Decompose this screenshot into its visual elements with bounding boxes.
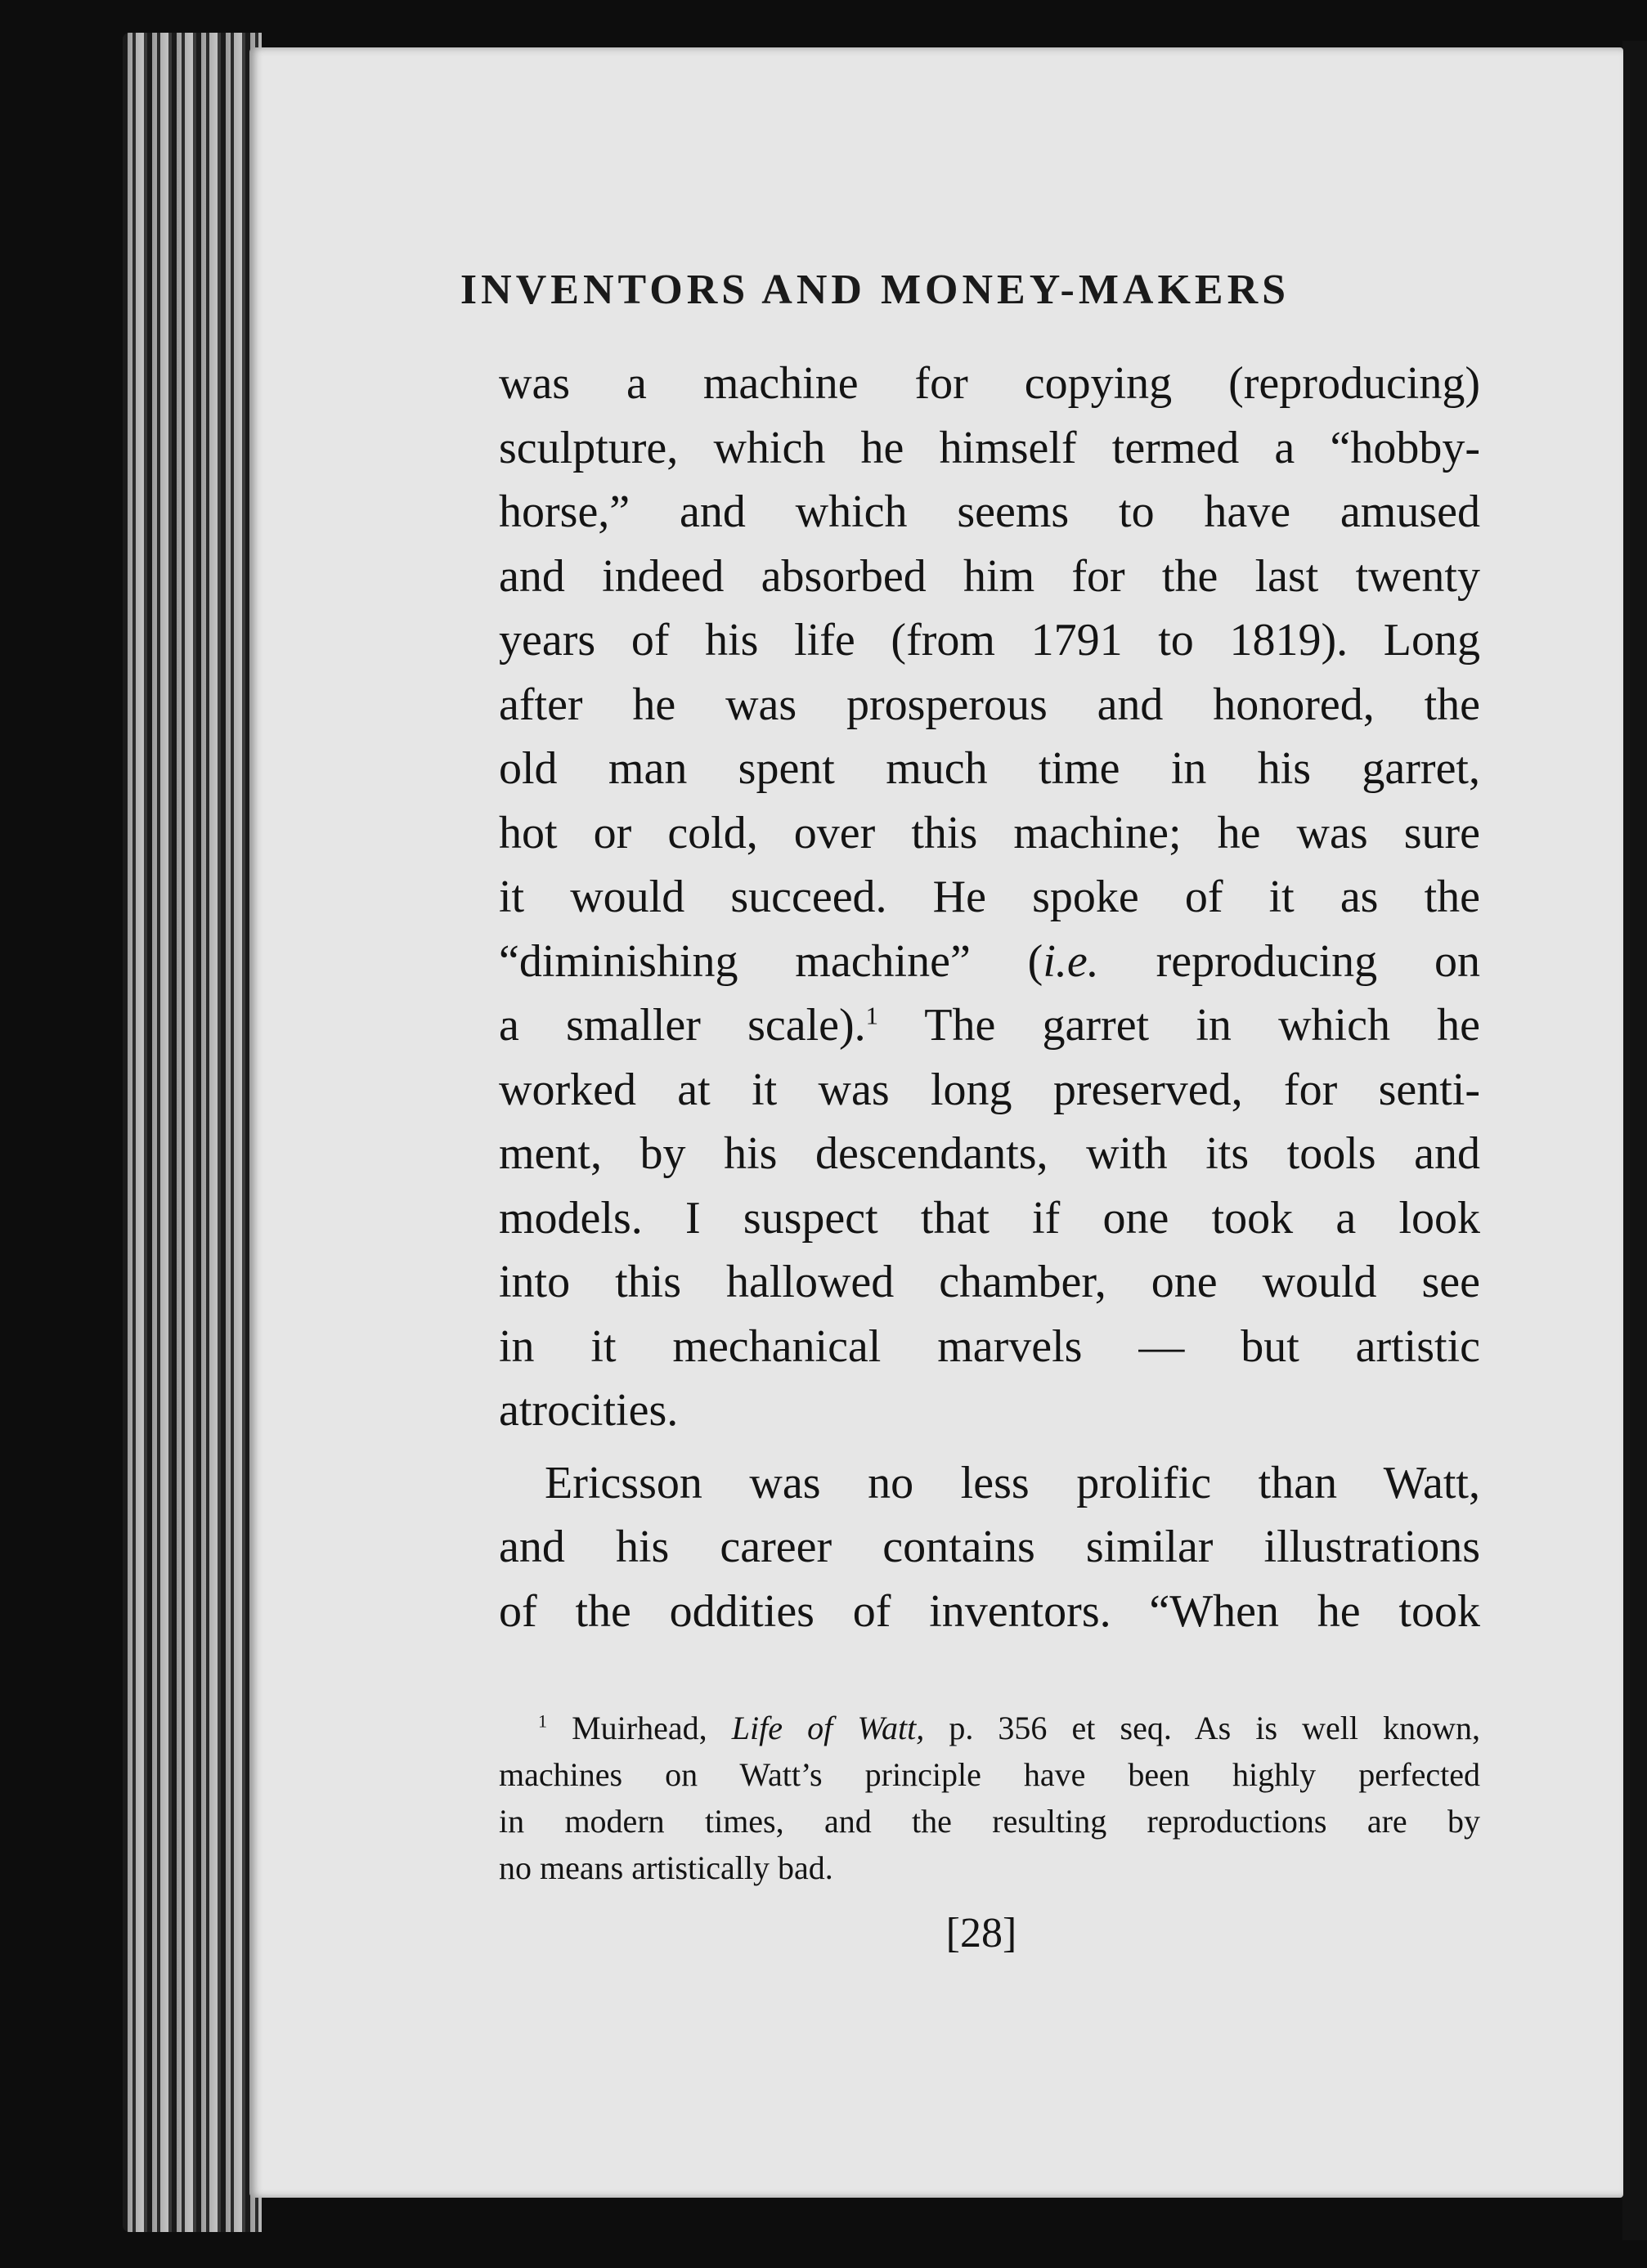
italic-abbreviation: i.e. <box>1043 935 1099 987</box>
text-line: and indeed absorbed him for the last twenty <box>499 550 1480 602</box>
footnote-author: Muirhead, <box>547 1710 732 1746</box>
paragraph-gap <box>499 1443 1480 1451</box>
text-line: it would succeed. He spoke of it as the <box>499 872 1480 922</box>
footnote-reference: 1 <box>865 1002 879 1030</box>
text-line: of the oddities of inventors. “When he took <box>499 1585 1480 1637</box>
text-fragment: The garret in which he <box>878 1000 1481 1051</box>
text-line: atrocities. <box>499 1385 679 1436</box>
footnote-text: p. 356 et seq. As is well known, <box>924 1710 1480 1746</box>
text-line: years of his life (from 1791 to 1819). Long <box>499 615 1480 666</box>
text-line: models. I suspect that if one took a look <box>499 1192 1480 1244</box>
body-text <box>499 352 1480 1643</box>
text-line <box>499 1451 1480 1516</box>
footnote-title: Life of Watt, <box>731 1710 925 1746</box>
text-line: ment, by his descendants, with its tools and <box>499 1128 1480 1179</box>
text-line: hot or cold, over this machine; he was sure <box>499 807 1480 858</box>
footnote-line: no means artistically bad. <box>499 1849 833 1886</box>
footnote-line: in modern times, and the resulting reproductions are by <box>499 1803 1480 1840</box>
text-line: was a machine for copying (reproducing) <box>499 358 1480 409</box>
running-head: INVENTORS AND MONEY-MAKERS <box>460 267 1290 313</box>
text-line: after he was prosperous and honored, the <box>499 679 1480 730</box>
text-line: in it mechanical marvels — but artistic <box>499 1320 1480 1372</box>
footnote-marker: 1 <box>538 1710 547 1732</box>
text-line: and his career contains similar illustrations <box>499 1522 1480 1572</box>
book-page-edges <box>123 33 262 2232</box>
footnote <box>499 1705 1480 1891</box>
book-right-edge <box>1622 41 1647 2240</box>
text-fragment: reproducing on <box>1098 935 1480 987</box>
text-line: into this hallowed chamber, one would see <box>499 1257 1480 1307</box>
footnote-line: machines on Watt’s principle have been highly perfected <box>499 1756 1480 1793</box>
text-line <box>499 930 1480 994</box>
text-line: worked at it was long preserved, for senti- <box>499 1064 1480 1115</box>
text-fragment: a smaller scale). <box>499 1000 866 1051</box>
text-line <box>499 993 1480 1058</box>
text-fragment: “diminishing machine” ( <box>499 935 1043 987</box>
text-line: horse,” and which seems to have amused <box>499 486 1480 537</box>
footnote-line <box>499 1705 1480 1751</box>
text-line: old man spent much time in his garret, <box>499 743 1480 794</box>
page-number: [28] <box>945 1910 1017 1956</box>
text-fragment: Ericsson was no less prolific than Watt, <box>545 1457 1480 1508</box>
text-line: sculpture, which he himself termed a “hobby- <box>499 422 1480 473</box>
